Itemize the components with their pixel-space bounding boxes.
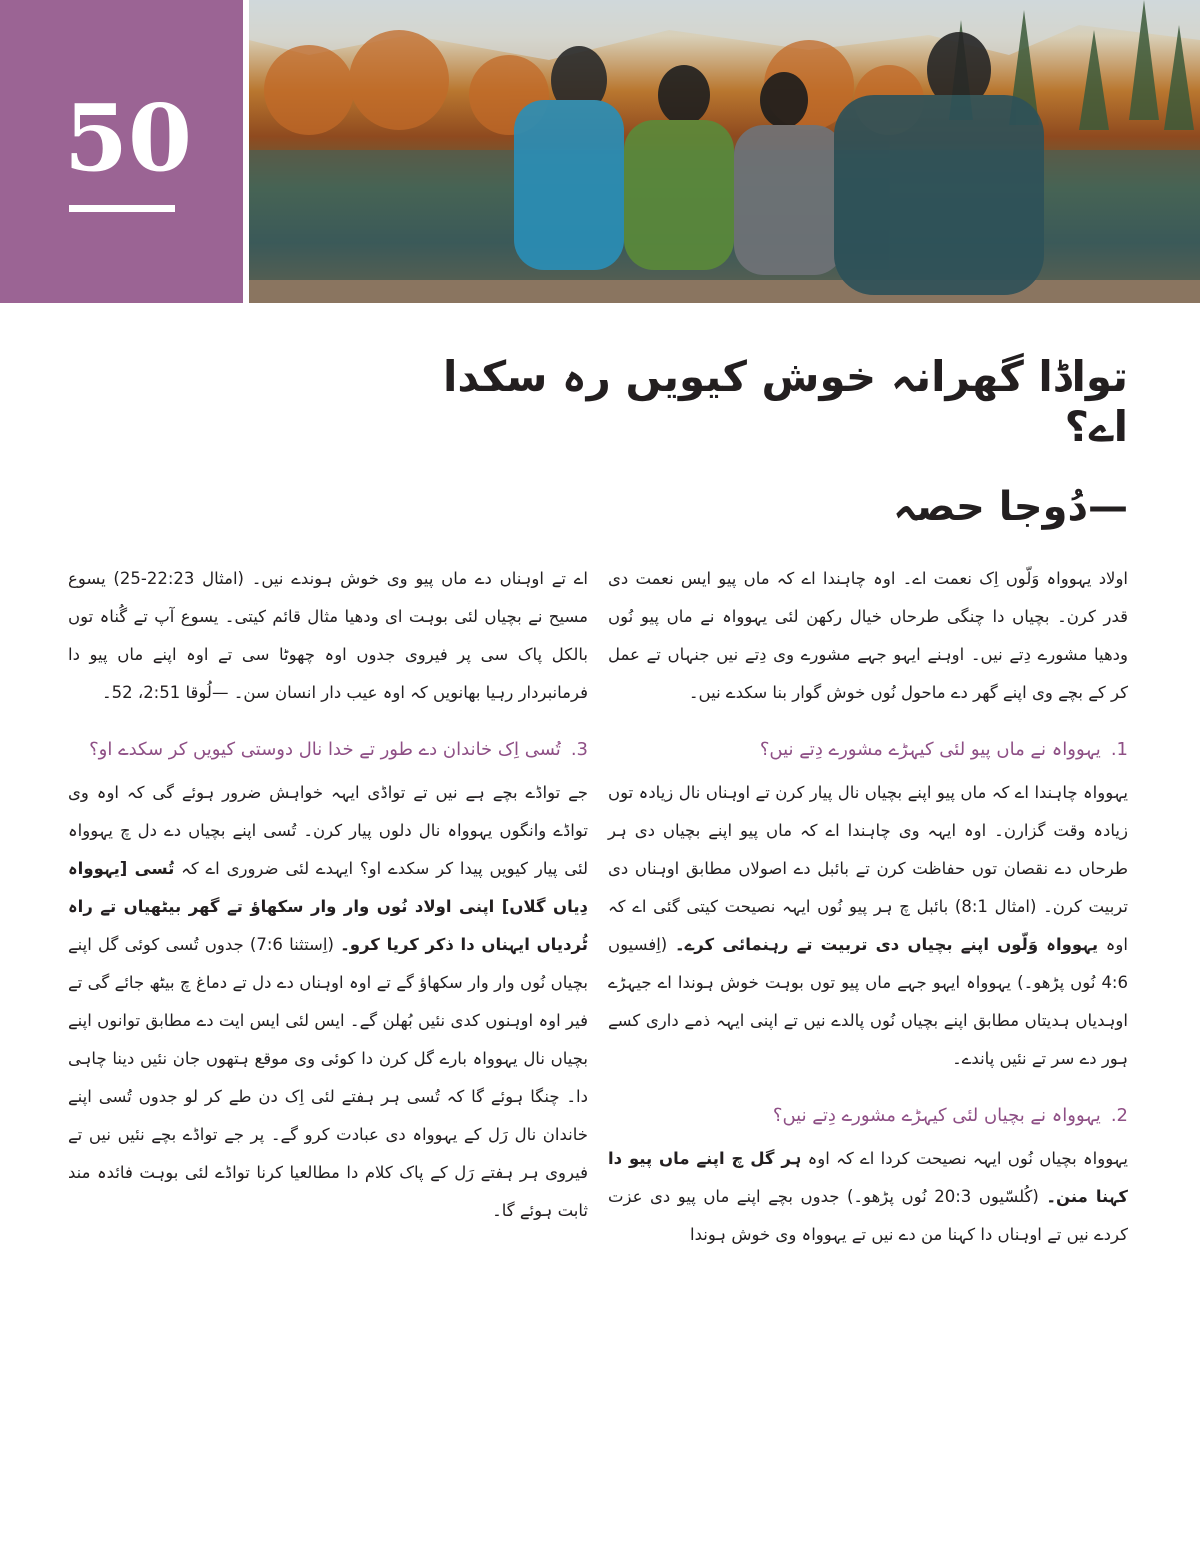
family-photo-illustration — [249, 0, 1200, 303]
answer-text: یہوواہ چاہندا اے کہ ماں پیو اپنے بچیاں نال پیار کرن تے اوہناں نال زیادہ توں زیادہ وقت گزارن۔ اوہ ایہہ وی چاہندا اے کہ ماں پیو اپنے بچیاں دی ہر طرحاں دے نقصان توں حفاظت کرن تے بائبل دے اصولاں مطابق اوہناں دی تربیت کرن۔ (امثال 8:1) بائبل چ ہر پیو نُوں ایہہ نصیحت کیتی گئی اے کہ اوہ — [608, 783, 1128, 954]
intro-paragraph: اولاد یہوواہ وَلّوں اِک نعمت اے۔ اوہ چاہندا اے کہ ماں پیو ایس نعمت دی قدر کرن۔ بچیاں دا چنگی طرحاں خیال رکھن لئی یہوواہ نے ماں پیو نُوں ودھیا مشورے دِتے نیں۔ اوہنے ایہو جہے مشورے وی دِتے نیں جنہاں تے عمل کر کے بچے وی اپنے گھر دے ماحول نُوں خوش گوار بنا سکدے نیں۔ — [608, 569, 1128, 702]
answer-paragraph-3 — [68, 774, 588, 1230]
page-subtitle: —دُوجا حصہ — [893, 483, 1128, 530]
lesson-number: 50 — [64, 84, 193, 192]
question-1 — [608, 736, 1128, 764]
right-column — [608, 560, 1128, 1254]
answer-emphasis: یہوواہ وَلّوں اپنے بچیاں دی تربیت تے رہنمائی کرے۔ — [674, 935, 1099, 954]
answer-emphasis: تُسی [یہوواہ دِیاں گلاں] اپنی اولاد نُوں وار وار سکھاؤ تے گھر بیٹھیاں تے راہ ٹُردیاں ایہناں دا ذکر کریا کرو۔ — [68, 859, 588, 954]
page-title: تواڈا گھرانہ خوش کیویں رہ سکدا اے؟ — [443, 352, 1128, 452]
continued-paragraph: اے تے اوہناں دے ماں پیو وی خوش ہوندے نیں۔ (امثال 22:23-25) یسوع مسیح نے بچیاں لئی بوہت ای ودھیا مثال قائم کیتی۔ یسوع آپ تے گُناہ توں بالکل پاک سی پر فیروی جدوں اوہ چھوٹا سی تے اوہ اپنے ماں پیو دا فرمانبردار رہیا بھانویں کہ اوہ عیب دار انسان سن۔ —لُوقا 2:51، 52۔ — [68, 569, 588, 702]
answer-emphasis: ہر گل چ اپنے ماں پیو دا کہنا منن۔ — [608, 1149, 1129, 1206]
answer-text: (اِستثنا 7:6) جدوں تُسی کوئی گل اپنے بچیاں نُوں وار وار سکھاؤ گے تے اوہ اوہناں دے دل تے دماغ چ بیٹھ جائے گی تے فیر اوہ اوہنوں کدی نئیں بُھلن گے۔ ایس لئی ایس ایت دے مطابق توانوں اپنے بچیاں نال یہوواہ بارے گل کرن دا کوئی وی موقع ہتھوں جان نئیں دینا چاہی دا۔ چنگا ہوئے گا کہ تُسی ہر ہفتے لئی اِک دن طے کر لو جدوں تُسی اپنے خاندان نال رَل کے یہوواہ دی عبادت کرو گے۔ پر جے تواڈے بچے نئیں نیں تے فیروی ہر ہفتے رَل کے پاک کلام دا مطالعیا کرنا تواڈے لئی بوہت فائدہ مند ثابت ہوئے گا۔ — [68, 935, 588, 1220]
question-number: 3. — [570, 739, 588, 760]
answer-text: یہوواہ بچیاں نُوں ایہہ نصیحت کردا اے کہ اوہ — [807, 1149, 1129, 1168]
lesson-number-box — [0, 0, 243, 303]
answer-text: جے تواڈے بچے ہے نیں تے تواڈی ایہہ خواہش ضرور ہوئے گی کہ اوہ وی تواڈے وانگوں یہوواہ نال دلوں پیار کرن۔ تُسی اپنے بچیاں دے دل چ یہوواہ لئی پیار کیویں پیدا کر سکدے او؟ ایہدے لئی ضروری اے کہ — [68, 783, 588, 878]
question-2 — [608, 1102, 1128, 1130]
family-photo — [249, 0, 1200, 303]
answer-text: (اِفسیوں 4:6 نُوں پڑھو۔) یہوواہ ایہو جہے ماں پیو توں بوہت خوش ہوندا اے جیہڑے اوہدیاں ہدیتاں مطابق اپنے بچیاں نُوں پالدے نیں تے اپنی ایہہ ذمے داری کسے ہور دے سر تے نئیں پاندے۔ — [608, 935, 1128, 1068]
page-heading — [428, 352, 1128, 531]
question-number: 1. — [1110, 739, 1128, 760]
question-3 — [68, 736, 588, 764]
question-text: یہوواہ نے ماں پیو لئی کیہڑے مشورے دِتے نیں؟ — [759, 739, 1101, 760]
left-column — [68, 560, 588, 1230]
answer-paragraph-2 — [608, 1140, 1128, 1254]
question-number: 2. — [1110, 1105, 1128, 1126]
answer-text: (کُلسّیوں 20:3 نُوں پڑھو۔) جدوں بچے اپنے ماں پیو دی عزت کردے نیں تے اوہناں دا کہنا من دے نیں تے یہوواہ وی خوش ہوندا — [608, 1187, 1128, 1244]
question-text: یہوواہ نے بچیاں لئی کیہڑے مشورے دِتے نیں؟ — [772, 1105, 1101, 1126]
lesson-number-underline — [69, 205, 175, 212]
answer-paragraph-1 — [608, 774, 1128, 1078]
question-text: تُسی اِک خاندان دے طور تے خدا نال دوستی کیویں کر سکدے او؟ — [89, 739, 561, 760]
